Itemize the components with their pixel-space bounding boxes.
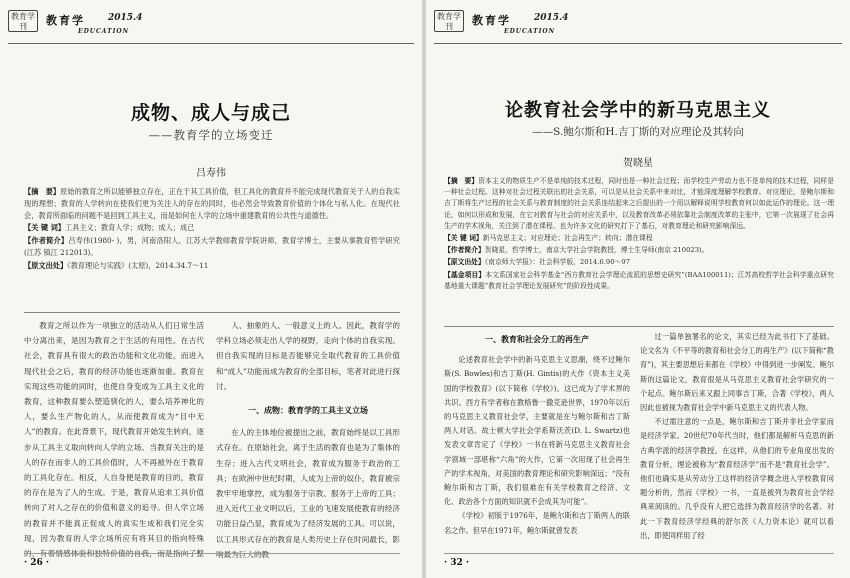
source [444,257,834,268]
journal-title-en: EDUCATION [78,28,130,35]
fund-label: 【基金项目】 [444,270,486,279]
abstract [444,176,834,232]
section-heading: 一、教育和社会分工的再生产 [485,334,589,344]
body-column-right [640,330,834,560]
keywords [24,222,400,234]
issue-number: 2015.4 [534,13,569,23]
body-paragraph: 在人的主体地位被提出之前，教育始终是以工具形式存在。在原始社会，离于生活的教育也是为了集体的生存；进入古代文明社会，教育成为服务于政治的工具；在欧洲中世纪时期，人成为上帝的奴仆，教育被宗教牢牢地掌控，成为服务于宗教、服务于上帝的工具；进入近代工业文明以后，工业的飞速发展使教育的经济功能日益凸显，教育成为了经济发展的工具。可以说，以工具形式存在的教育是人类历史上存在时间最长，影 [216,428,400,544]
keywords-label: 【关 键 词】 [24,223,65,233]
source-label: 【原文出处】 [444,258,485,267]
divider [24,312,400,313]
keywords-text: 工具主义；教育人学；成物；成人；成己 [64,223,195,233]
body-column-right [216,318,400,558]
divider [444,326,834,327]
body-paragraph: 不过需注意的一点是，鲍尔斯和吉丁斯并非社会学家而是经济学家。20世纪70年代当时，他们都是解析马克思的新古典学派的经济学教授。在这样，从他们的专业角度出发的教育分析，理论被称为“教育经济学”而不是“教育社会学”。他们也确实是从劳动分工这样的经济学概念进入学校教育问题分析的，然而《学校》一书，一直是被列为教育社会学经典来阅读的。几乎没有人把它选择为教育经济学的名著。对此一下教育经济学经典的舒尔茨《人力资本论》就可以看出，即使同样用了经 [640,417,834,540]
body-paragraph: 教育之所以作为一项独立的活动从人们日常生活中分离出来，是因为教育之于生活的有用性。在古代社会，教育具有很大的政治功能和文化功能，而进入现代社会之后，教育的经济功能也逐渐加重。教育在实现这些功能的同时，也使自身变成为工具主义化的教育，这种教育要么塑造驯化的人，要么培养神化的人，要么生产物化的人，从而使教育成为“目中无人”的教育。在此背景下，现代教育开始发生转向，逐步从工具主义取向转向人学的立场。当教育关注的是人的存在而非人的工具价值时，人不再被外在于教育的工具化存在。相反，人自身便是教育的目的，教育的存在是为了人的生成。于是，教育从追求工具价值转向了对人之存在的价值和意义的追寻。但人学立场的教育并不能真正促成人的真实生成和我们完全实现，因为教育的人学立场所应有将其目的指向特殊 [24,321,204,543]
keywords [444,233,834,244]
issue-number: 2015.4 [108,13,143,23]
author-info-label: 【作者简介】 [24,236,69,246]
source-text: 《南京师大学报》：社会科学版，2014.6.90～97 [484,258,630,267]
page-header [8,6,414,44]
body-column-left [24,318,204,558]
body-column-left [444,330,630,560]
article-author: 吕寿伟 [196,168,226,179]
article-subtitle: ——S.鲍尔斯和H.吉丁斯的对应理论及其转向 [532,126,744,138]
author-info-text: 贺晓星，哲学博士，南京大学社会学院教授，博士生导师(南京 210023)。 [484,246,709,255]
author-info-text: 吕寿伟(1980- )，男，河南洛阳人，江苏大学教师教育学院讲师，教育学博士，主要从事教育哲学研究(江苏 镇江 212013)。 [24,236,400,257]
fund [444,270,834,292]
article-title: 成物、成人与成己 [130,102,291,124]
author-info [444,245,834,256]
journal-title-en: EDUCATION [504,28,556,35]
author-info-label: 【作者简介】 [444,246,485,255]
article-author: 贺晓星 [623,158,653,169]
abstract-block [444,176,834,293]
source [24,260,400,272]
body-paragraph: 论述教育社会学中的新马克思主义思潮，绕不过鲍尔斯(S. Bowles)和吉丁斯(H. Gintis)的大作《资本主义美国的学校教育》(以下简称《学校》)。这已成为了学术界的共识。西方有学者称在教格鲁一撒克逊世界，1970年以后的马克思主义教育社会学，主要就是在与鲍尔斯和吉丁斯两人对话。故士顿大学社会学系斯沃茨(D. L. Swartz)也发表文章肯定了《学校》一书在将新马克思主义教育社会学领域一部堪称“六角”的大作，它第一次用现了社会再生产的学术视角，对美国的教育理论和研究影响深远；“没有鲍尔斯和吉丁斯，我们很难在有关学校教育之经济、文化、政治各个方面的知识就不会成其为可能”。 [444,355,630,507]
abstract-text: 原始的教育之所以能够独立存在，正在于其工具价值，但工具化的教育并不能完成现代教育关于人的自我实现的理想；教育的人学转向在使我们更为关注人的存在的同时，也必然会导致教育价值的个体化与私人化。在现代社会，教育所面临的问题不是回到工具主义，而是如何在人学的立场中重建教育的公共性与道德性。 [24,187,400,220]
journal-logo: 教育学刊 [434,10,464,32]
abstract-label: 【摘 要】 [444,177,479,185]
abstract-block [24,186,400,273]
keywords-text: 新马克思主义；对应理论；社会再生产；转向；潜在课程 [482,234,653,243]
journal-title: 教育学 [46,14,85,27]
author-info [24,235,400,259]
abstract-text: 资本主义的物质生产不是单纯的技术过程，同时也是一种社会过程；而学校生产劳动力也不是单纯的技术过程，同样是一种社会过程。这种对社会过程关联出的社会关系，可以是从社会关系中来对比，才能深度理解学校教育。对应理论，是鲍尔斯和吉丁斯将生产过程的社会关系与教育制度的社会关系连结起来之后提出的一个用以解释说明学校教育何以如此运作的理论。这一理论，如何以形成和发展，在它对教育与社会的对应关系中，以及教育改革必须依靠社会制度改革的主张中，它第一次展现了社会再生产的学术视角，关注到了潜在课程、也为许多文化的研究打下了基石，对教育理论和研究影响深远。 [444,177,835,230]
article-title: 论教育社会学中的新马克思主义 [505,100,771,121]
section-heading: 一、成物：教育学的工具主义立场 [248,405,368,416]
abstract [24,186,400,221]
body-paragraph: 《学校》初版于1976年，是鲍尔斯和吉丁斯两人的联名之作。但早在1971年，鲍尔斯就曾发表 [444,511,630,535]
source-text: 《教育理论与实践》(太原)，2014.34.7～11 [67,260,209,270]
left-page [0,0,422,578]
abstract-label: 【摘 要】 [24,187,61,196]
journal-title: 教育学 [472,14,511,27]
page-number: · 32 · [444,558,470,568]
footer-line [24,553,400,554]
fund-text: 本文系国家社会科学基金“西方教育社会学理论流派的思想史研究”(BAA100011)；江苏高校哲学社会科学重点研究基地重大课题“教育社会学理论发展研究”的阶段性成果。 [444,270,834,290]
page-header [434,6,842,44]
journal-logo: 教育学刊 [8,10,38,32]
article-subtitle: ——教育学的立场变迁 [148,128,274,142]
keywords-label: 【关 键 词】 [444,234,483,243]
footer-line [444,553,834,554]
source-label: 【原文出处】 [24,260,68,270]
page-number: · 26 · [24,558,50,568]
body-paragraph: 过一篇单独署名的论文，其实已经为此书打下了基础。论文名为《不平等的教育和社会分工的再生产》(以下简称“教育”)，其主要思想后来都在《学校》中得到进一步阐发。鲍尔斯的这篇论文，教育很是从马克思主义教育社会学研究的一个起点。鲍尔斯后来又跟上同事吉丁斯，合著《学校》，两人因此也被视为教育社会学中新马克思主义的代表人物。 [640,332,834,413]
body-paragraph: 人、抽象的人、一般意义上的人。因此，教育学的学科立场必须走出人学的视野，走向个体的自我实现。但自我实现的目标是否能够完全取代教育的工具价值和“成人”功能而成为教育的全部目标，笔者对此进行探讨。 [216,321,400,391]
right-page [426,0,850,578]
